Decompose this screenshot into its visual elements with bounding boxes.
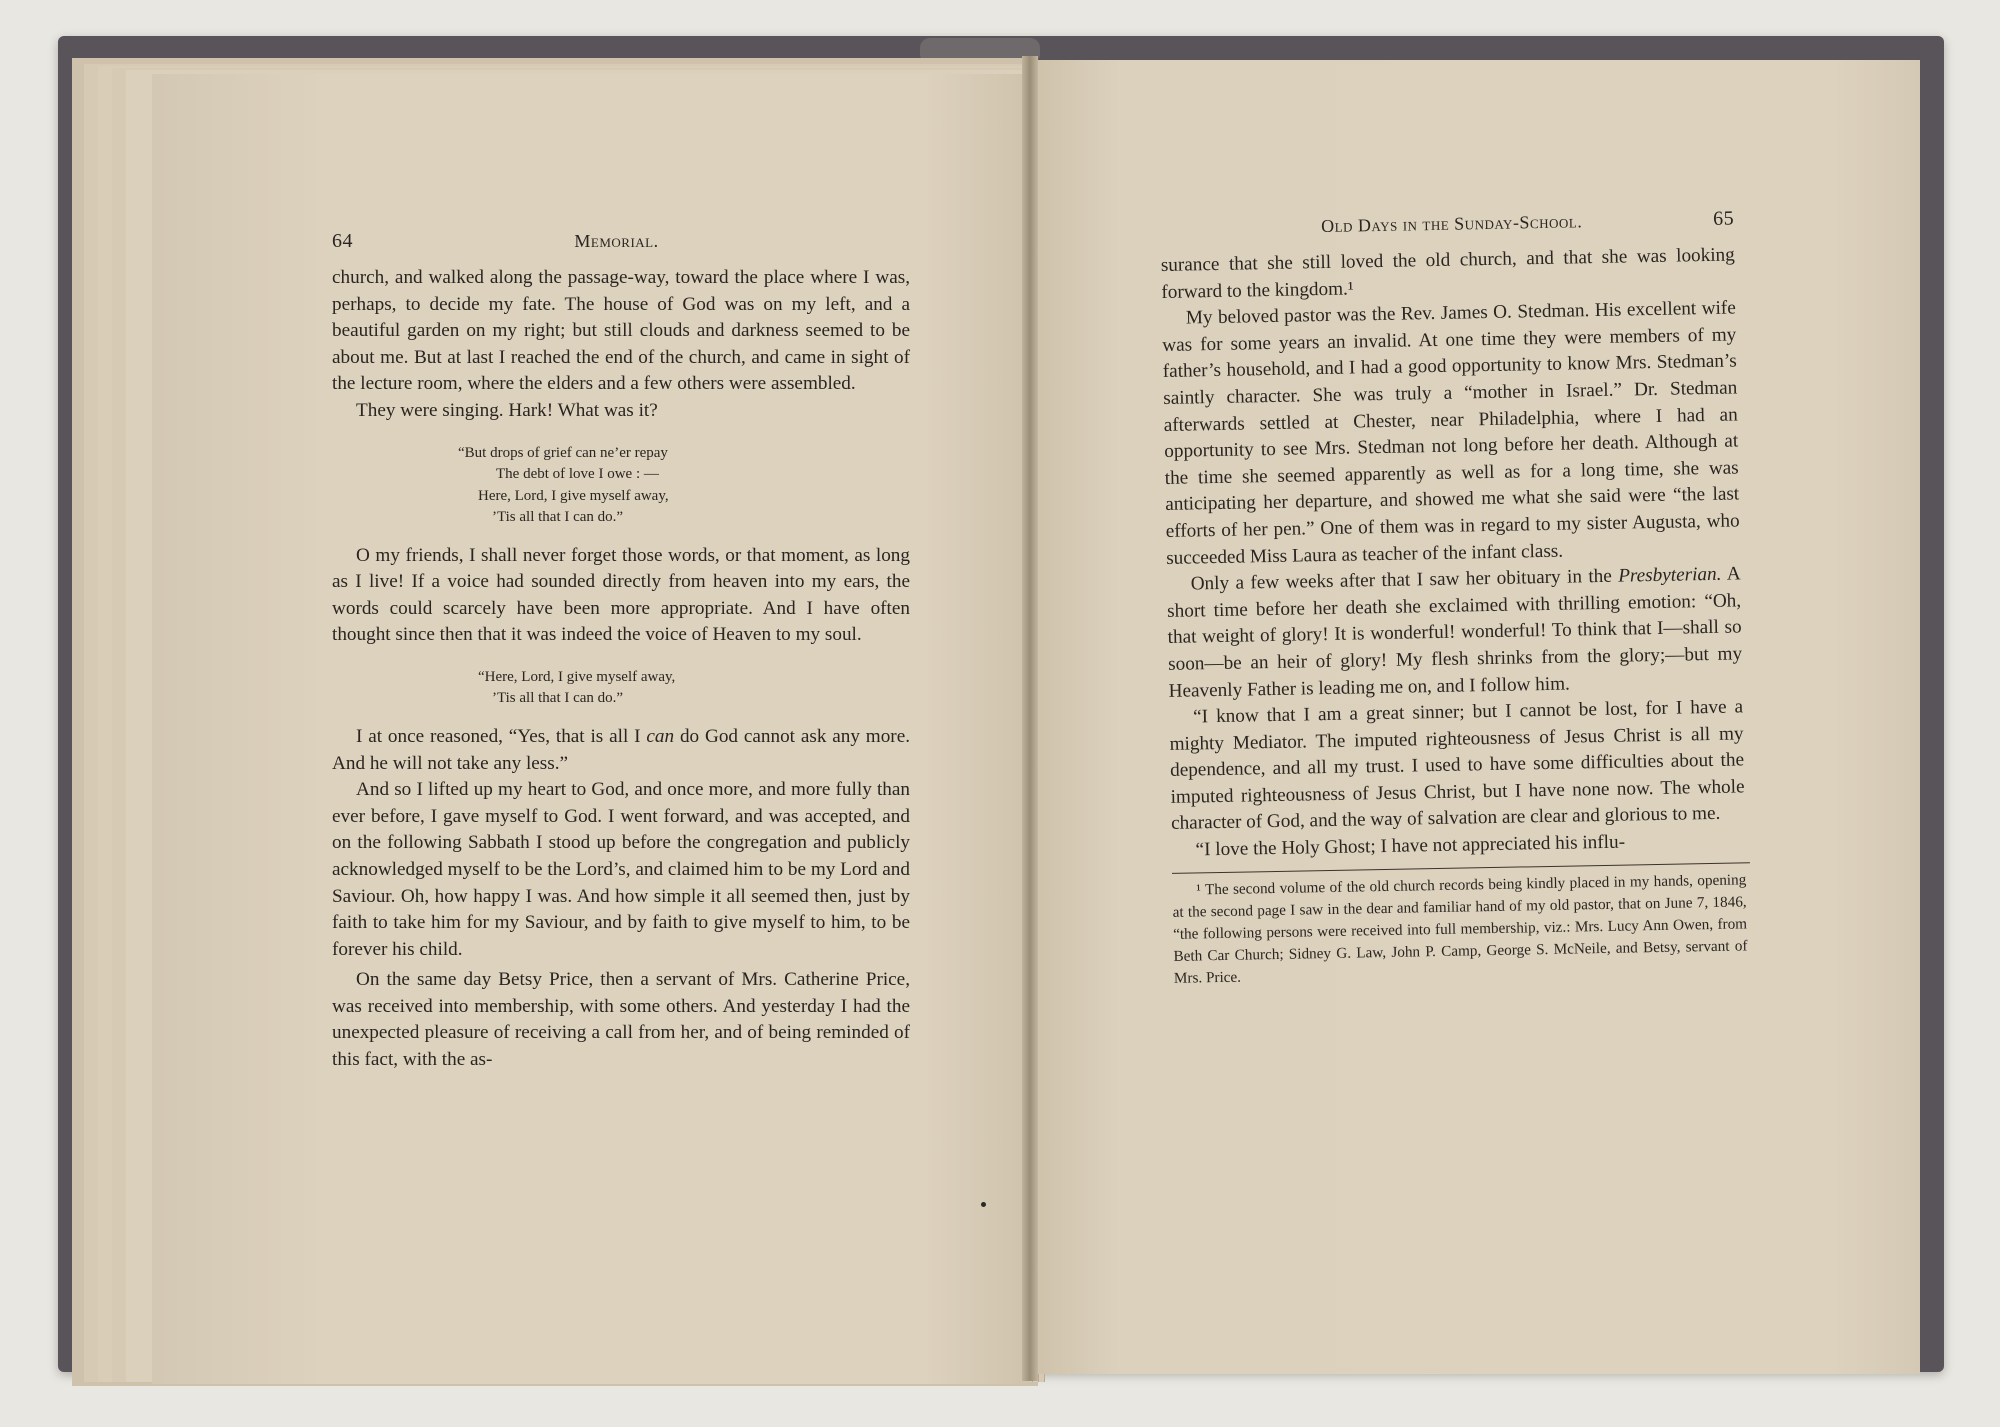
text-run: Only a few weeks after that I saw her obituary in the bbox=[1190, 565, 1612, 595]
paragraph bbox=[332, 724, 910, 777]
paragraph: They were singing. Hark! What was it? bbox=[356, 399, 658, 421]
paragraph: church, and walked along the passage-way, toward the place where I was, perhaps, to decide my fate. The house of God was on my left, and a beautiful garden on my right; but still clouds and darkness seemed to be about me. But at last I reached the end of the church, and came in sight of the lecture room, where the elders and a few others were assembled. bbox=[332, 267, 910, 395]
paragraph bbox=[1166, 562, 1742, 705]
gutter bbox=[1022, 56, 1038, 1381]
paragraph: “I know that I am a great sinner; but I cannot be lost, for I have a mighty Mediator. The imputed righteousness of Jesus Christ is all my dependence, and all my trust. I used to have some difficulties about the imputed righteousness of Jesus Christ, but I have none now. The whole character of God, and the way of salvation are clear and glorious to me. bbox=[1169, 696, 1745, 835]
footnote bbox=[1172, 869, 1748, 990]
paragraph: “I love the Holy Ghost; I have not appreciated his influ- bbox=[1195, 831, 1626, 861]
running-head-title: Old Days in the Sunday-School. bbox=[1320, 211, 1583, 237]
paragraph: My beloved pastor was the Rev. James O. Stedman. His excellent wife was for some years an invalid. At one time they were members of my father’s household, and I had a good opportunity to know Mrs. Stedman’s saintly character. She was truly a “mother in Israel.” Dr. Stedman afterwards settled at Chester, near Philadelphia, where I had an opportunity to see Mrs. Stedman not long before her death. Although at the time she seemed apparently as well as for a long time, she was anticipating her departure, and showed me what she said were “the last efforts of her pen.” One of them was in regard to my sister Augusta, who succeeded Miss Laura as teacher of the infant class. bbox=[1162, 297, 1740, 569]
verse-line: ’Tis all that I can do.” bbox=[492, 509, 624, 526]
verse-line: Here, Lord, I give myself away, bbox=[478, 487, 669, 504]
page-number: 64 bbox=[332, 230, 353, 252]
text-run: A short time before her death she exclaimed with thrilling emotion: “Oh, that weight of glory! It is wonderful! wonderful! To think that I—shall so soon—be an heir of glory! My flesh shrinks from the glory;—but my Heavenly Father is leading me on, and I follow him. bbox=[1167, 563, 1743, 702]
emphasis: can bbox=[646, 725, 675, 747]
ink-speck bbox=[981, 1202, 986, 1207]
verse-line: “But drops of grief can ne’er repay bbox=[458, 444, 668, 461]
footnote-text: ¹ The second volume of the old church records being kindly placed in my hands, opening at the second page I saw in the dear and familiar hand of my old pastor, that on June 7, 1846, “the following persons were received into full membership, viz.: Mrs. Lucy Ann Owen, from Beth Car Church; Sidney G. Law, John P. Camp, George S. McNeile, and Betsy, servant of Mrs. Price. bbox=[1172, 871, 1748, 987]
running-head-title: Memorial. bbox=[574, 231, 659, 251]
left-page-text bbox=[332, 230, 910, 1074]
paragraph: On the same day Betsy Price, then a servant of Mrs. Catherine Price, was received into membership, with some others. And yesterday I had the unexpected pleasure of receiving a call from her, and of being reminded of this fact, with the as- bbox=[332, 969, 910, 1071]
verse bbox=[458, 443, 910, 529]
paragraph: surance that she still loved the old church, and that she was looking forward to the kingdom.¹ bbox=[1160, 244, 1735, 303]
right-page-text bbox=[1160, 207, 1748, 989]
verse-line: “Here, Lord, I give myself away, bbox=[478, 668, 676, 685]
page-number: 65 bbox=[1712, 207, 1735, 230]
text-run: I at once reasoned, “Yes, that is all I bbox=[356, 725, 641, 747]
paragraph: And so I lifted up my heart to God, and once more, and more fully than ever before, I gave myself to God. I went forward, and was accepted, and on the following Sabbath I stood up before the congregation and publicly acknowledged myself to be the Lord’s, and claimed him to be my Lord and Saviour. Oh, how happy I was. And how simple it all seemed then, just by faith to take him for my Saviour, and by faith to give myself to him, to be forever his child. bbox=[332, 779, 910, 960]
verse-line: The debt of love I owe : — bbox=[496, 466, 659, 483]
paragraph: O my friends, I shall never forget those words, or that moment, as long as I live! If a voice had sounded directly from heaven into my ears, the words could scarcely have been more appropriate. And I have often thought since then that it was indeed the voice of Heaven to my soul. bbox=[332, 544, 910, 646]
running-head bbox=[332, 230, 910, 253]
emphasis: Presbyterian. bbox=[1618, 563, 1722, 587]
verse-line: ’Tis all that I can do.” bbox=[492, 690, 624, 707]
text-run: do God cannot ask any more. And he will not take any less.” bbox=[332, 725, 911, 774]
verse bbox=[478, 667, 910, 710]
